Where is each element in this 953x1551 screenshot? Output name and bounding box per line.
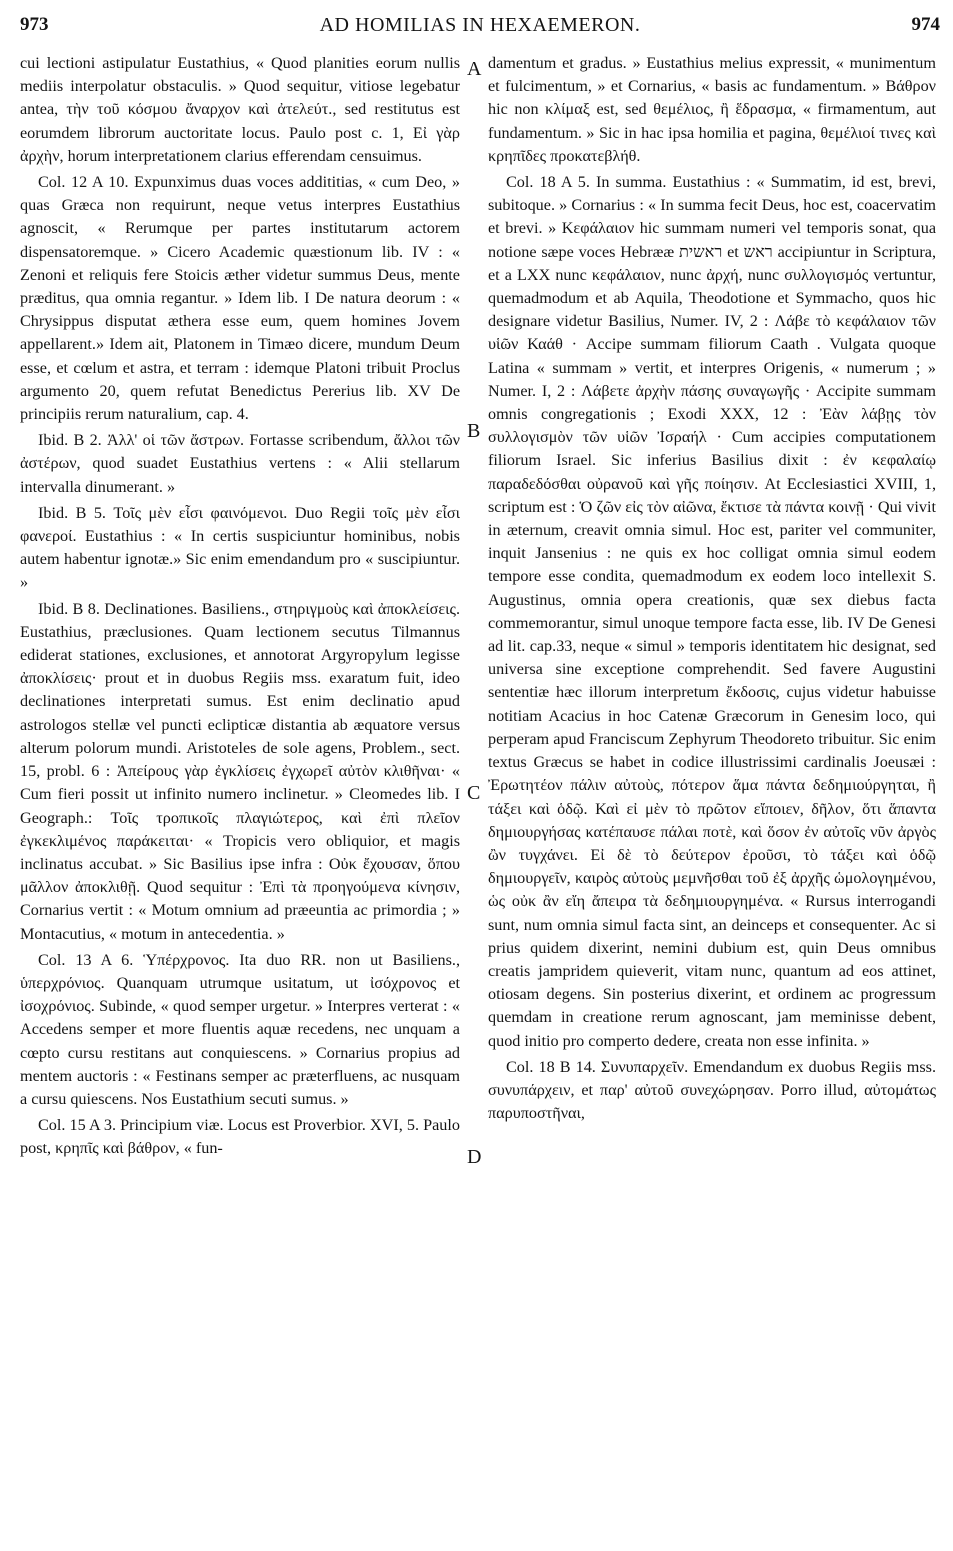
margin-letter-a: A xyxy=(467,58,482,80)
page-header xyxy=(20,0,940,46)
page-number-right: 974 xyxy=(911,14,940,35)
note-paragraph: Col. 18 A 5. In summa. Eustathius : « Summatim, id est, brevi, subitoque. » Cornarius : « In summa fecit Deus, hoc est, coacervatim et brevi. » Κεφάλαιον hic summam numeri vel temporis sonat, qua notione sæpe voces Hebrææ ראשית et ראש accipiuntur in Scriptura, et a LXX nunc κεφάλαιον, nunc ἀρχή, nunc συλλογισμός vertuntur, quemadmodum et ab Aquila, Theodotione et Symmacho, quos hic designare videtur Basilius, Numer. IV, 2 : Λάβε τὸ κεφάλαιον τῶν υἱῶν Καάθ · Accipe summam filiorum Caath . Vulgata quoque Latina « summam » vertit, et interpres Origenis, « numerum ; » Numer. I, 2 : Λάβετε ἀρχὴν πάσης συναγωγῆς · Accipite summam omnis congregationis ; Exodi XXX, 12 : Ἐὰν λάβῃς τὸν συλλογισμὸν τῶν υἱῶν Ἰσραήλ · Cum accipies computationem filiorum Israel. Sic inferius Basilius dixit : ἐν κεφαλαίῳ παραδεδόσθαι οὐρανοῦ καὶ γῆς ποίησιν. At Ecclesiastici XVIII, 1, scriptum est : Ὁ ζῶν εἰς τὸν αἰῶνα, ἔκτισε τὰ πάντα κοινῇ · Qui vivit in æternum, creavit omnia simul. Hoc est, pariter vel communiter, inquit Jansenius : ne quis ex hoc colligat omnia simul eodem tempore esse condita, quemadmodum ex eodem loco intellexit S. Augustinus, omnia opera creationis, quæ sex diebus facta commemorantur, simul unoque tempore facta esse, lib. IV De Genesi ad lit. cap.33, neque « simul » temporis identitatem hic designat, sed universa sine exceptione comprehendit. Sed favere Augustini sententiæ hæc illorum interpretum ἔκδοσις, cujus videtur habuisse notitiam Acacius in hoc Catenæ Græcorum in Genesim loco, qui perperam apud Franciscum Zephyrum Theodoreto tribuitur. Sic enim textus Græcus se habet in codice illustrissimi cardinalis Joeusæi : Ἐρωτητέον πάλιν αὐτοὺς, πότερον ἅμα πάντα δεδημιούργηται, ἢ τάξει καὶ ὁδῷ. Καὶ εἰ μὲν τὸ πρῶτον εἴποιεν, δῆλον, ὅτι ἅπαντα δημιουργήσας κατέπαυσε πάλαι ποτὲ, καὶ ὅσον ἐν αὐτοῖς νῦν ἀργὸς ὢν τυγχάνει. Εἰ δὲ τὸ δεύτερον ἐροῦσι, τὸ τάξει καὶ ὁδῷ δημιουργεῖν, καιρὸς αὐτοὺς μεμνῆσθαι τοῦ ἐξ ἀρχῆς ὡμολογημένου, ὡς οὐκ ἂν εἴη ἄπειρα τὰ δεδημιουργημένα. « Rursus interrogandi sunt, num omnia simul facta sint, an deinceps et consequenter. Ac si prius quidem dixerint, nemini dubium est, quin Deus omnibus creatis jampridem quieverit, vitam nunc, quantum ad eos attinet, otiosam degens. Sin posterius dixerint, et ordinem ac progressum quemdam in creatione rerum agnoscant, jam meminisse debent, quod initio pro comperto dedere, creata non esse infinita. » xyxy=(488,173,936,1050)
margin-letter-c: C xyxy=(467,782,481,804)
note-paragraph: damentum et gradus. » Eustathius melius expressit, « munimentum et fulcimentum, » et Cornarius, « basis ac fundamentum. » Βάθρον hic non κλίμαξ est, sed θεμέλιος, ἢ ἕδρασμα, « firmamentum, aut fundamentum. » Sic in hac ipsa homilia et pagina, θεμέλιοί τινες καὶ κρηπῖδες προκατεβλήθ. xyxy=(488,54,936,165)
page-number-left: 973 xyxy=(20,14,49,35)
note-paragraph: Ibid. B 8. Declinationes. Basiliens., στηριγμοὺς καὶ ἀποκλείσεις. Eustathius, præclusiones. Quam lectionem secutus Tilmannus ediderat stationes, exclusiones, et annotorat Argyropylum legisse ἀποκλίσεις· prout et in duobus Regiis mss. exaratum fuit, ideo declinationes interpretati sumus. Est enim declinatio apud astrologos stellæ vel puncti eclipticæ distantia ab æquatore versus alterum polorum mundi. Aristoteles de sole agens, Problem., sect. 15, probl. 6 : Ἀπείρους γὰρ ἐγκλίσεις ἐγχωρεῖ αὐτὸν κλιθῆναι· « Cum fieri possit ut infinito numero inclinetur. » Cleomedes lib. I Geograph.: Τοῖς τροπικοῖς πλαγιώτερος, καὶ ἐπὶ πλεῖον ἐγκεκλιμένος παράκειται· « Tropicis vero obliquior, et magis inclinatus accubat. » Sic Basilius ipse infra : Οὐκ ἔχουσαν, ὅπου μᾶλλον ἀποκλιθῇ. Quod sequitur : Ἐπὶ τὰ προηγούμενα κίνησιν, Cornarius vertit : « Motum omnium ad præeuntia ac primordia ; » Montacutius, « motum in antecedentia. » xyxy=(20,599,460,943)
note-paragraph: Ibid. B 2. Ἀλλ' οἱ τῶν ἄστρων. Fortasse scribendum, ἄλλοι τῶν ἀστέρων, quod suadet Eustathius vertens : « Alii stellarum intervalla dinumerant. » xyxy=(20,431,460,496)
margin-letter-b: B xyxy=(467,420,481,442)
running-title: AD HOMILIAS IN HEXAEMERON. xyxy=(319,14,641,36)
margin-letter-d: D xyxy=(467,1146,482,1168)
note-paragraph: Col. 12 A 10. Expunximus duas voces addititias, « cum Deo, » quas Græca non requirunt, neque vetus interpres Eustathius agnoscit, « Rerumque per partes institutarum actorem dispensatoremque. » Cicero Academic quæstionum lib. IV : « Zenoni et reliquis fere Stoicis æther videtur summus Deus, mente præditus, qua omnia regantur. » Idem lib. I De natura deorum : « Chrysippus disputat æthera esse eum, quem homines Jovem appellarent.» Idem ait, Platonem in Timæo dicere, mundum Deum esse, et cœlum et astra, et terram : idemque Platoni tribuit Proclus argumento 20, quem refutat Benedictus Pererius lib. XV De principiis rerum naturalium, cap. 4. xyxy=(20,173,460,424)
note-paragraph: Col. 13 A 6. Ὑπέρχρονος. Ita duo RR. non ut Basiliens., ὑπερχρόνιος. Quanquam utrumque usitatum, ut ἰσόχρονος et ἰσοχρόνιος. Subinde, « quod semper urgetur. » Interpres verterat : « Accedens semper et more fluentis aquæ recedens, nec unquam a cœpto cursu restitans aut conquiescens. » Cornarius propius ad mentem auctoris : « Festinans semper ac præterfluens, ac nusquam a cursu quiescens. Nos Eustathium secuti sumus. » xyxy=(20,950,460,1108)
note-paragraph: Col. 18 B 14. Συνυπαρχεῖν. Emendandum ex duobus Regiis mss. συνυπάρχειν, et παρ' αὐτοῦ συνεχώρησαν. Porro illud, αὐτομάτως παρυποστῆναι, xyxy=(488,1057,936,1123)
note-paragraph: Ibid. B 5. Τοῖς μὲν εἶσι φαινόμενοι. Duo Regii τοῖς μὲν εἶσι φανεροί. Eustathius : « In certis suspiciuntur hominibus, nobis autem habentur ignotæ.» Sic enim emendandum pro « suscipiuntur. » xyxy=(20,503,460,592)
left-column xyxy=(20,52,460,1542)
note-paragraph: cui lectioni astipulatur Eustathius, « Quod planities eorum nullis mediis interpolatur obstaculis. » Quod sequitur, vitiose legebatur antea, τὴν τοῦ κόσμου ἄναρχον καὶ ἀτελεύτ., sed restitutus est eorumdem librorum auctoritate locus. Paulo post c. 1, Εἰ γὰρ ἀρχὴν, horum interpretationem clarius efferendam censuimus. xyxy=(20,54,460,165)
right-column xyxy=(488,52,936,1542)
note-paragraph: Col. 15 A 3. Principium viæ. Locus est Proverbior. XVI, 5. Paulo post, κρηπῖς καὶ βάθρον, « fun- xyxy=(20,1116,460,1158)
